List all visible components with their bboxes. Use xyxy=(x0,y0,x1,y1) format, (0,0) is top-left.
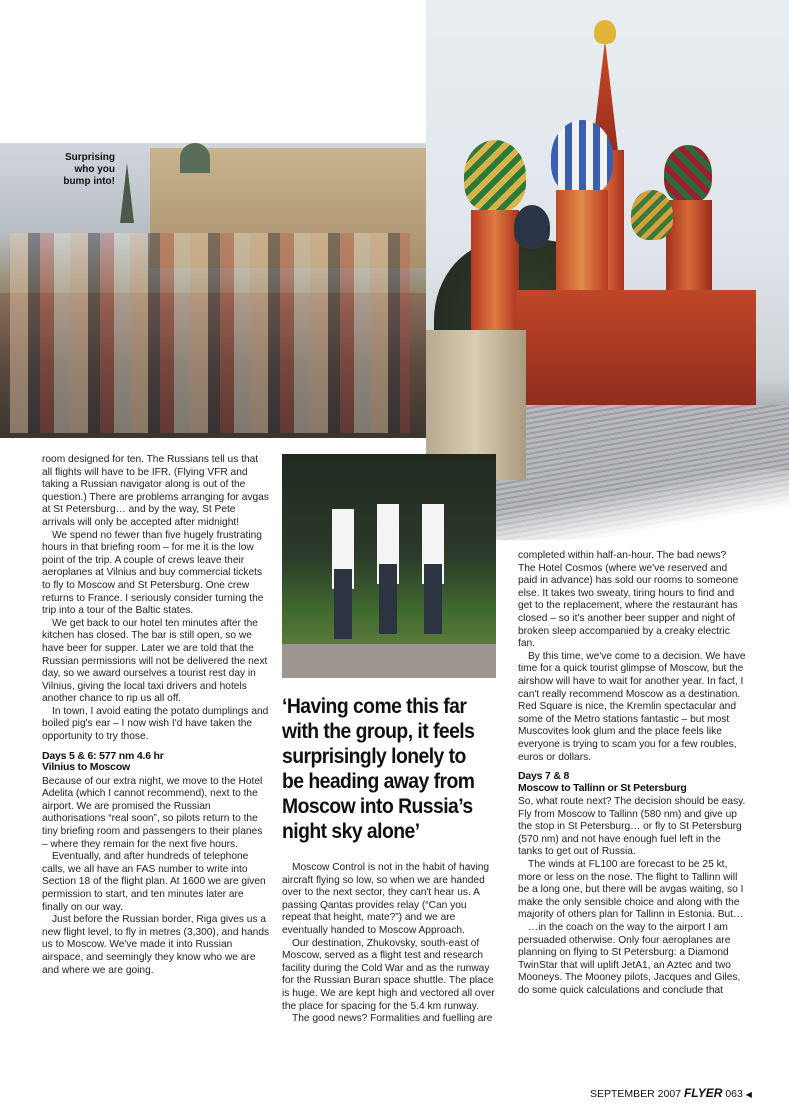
section-heading xyxy=(42,751,270,774)
paragraph: room designed for ten. The Russians tell us that all flights will have to be IFR. (Flying VFR and taking a Russian navigator along is out of the question.) There are problems arranging for avgas at St Petersburg… and by the way, St Pete arrivals will only be accepted after midnight! xyxy=(42,454,269,528)
paragraph: Because of our extra night, we move to the Hotel Adelita (which I cannot recommend), next to the airport. We are promised the Russian authorisations “real soon”, so pilots return to the tiny briefing room and passengers to their planes – where they remain for the next five hours. xyxy=(42,775,263,850)
article-column-2 xyxy=(282,862,496,1026)
section-heading-line: Days 5 & 6: 577 nm 4.6 hr xyxy=(42,749,164,762)
paragraph: By this time, we've come to a decision. We have time for a quick tourist glimpse of Moscow, but the airshow will have to wait for another year. In fact, I can't really recommend Moscow as a destination. Red Square is nice, the Kremlin spectacular and some of the Metro stations fantastic – but most Muscovites look glum and the place feels like everyone is trying to scam you for a few roubles, euros or dollars. xyxy=(518,650,746,763)
photo-caption: Surprising who you bump into! xyxy=(63,152,115,187)
section-heading xyxy=(518,771,746,794)
paragraph: Eventually, and after hundreds of telephone calls, we all have an FAS number to write into Section 18 of the flight plan. At 1600 we are given permission to start, and ten minutes later are finally on our way. xyxy=(42,851,266,913)
paragraph: So, what route next? The decision should be easy. Fly from Moscow to Tallinn (580 nm) and give up the stop in St Petersburg… or fly to St Petersburg (570 nm) and not have enough fuel left in the tanks to get out of Russia. xyxy=(518,796,746,858)
honor-guard-photo xyxy=(282,454,496,678)
article-column-1 xyxy=(42,454,270,977)
article-column-3 xyxy=(518,550,746,998)
paragraph: The good news? Formalities and fuelling are xyxy=(292,1013,493,1025)
footer-magazine: FLYER xyxy=(683,1086,723,1100)
paragraph: Moscow Control is not in the habit of having aircraft flying so low, so when we are handed over to the next sector, they can't hear us. A passing Qantas provides relay (“Can you repeat that height, mate?”) and we are eventually handed to Moscow Approach. xyxy=(282,862,490,936)
paragraph: In town, I avoid eating the potato dumplings and boiled pig's ear – I now wish I'd have taken the opportunity to try those. xyxy=(42,705,269,743)
section-heading-line: Days 7 & 8 xyxy=(518,770,570,783)
paragraph: We spend no fewer than five hugely frustrating hours in that briefing room – for me it is the low point of the trip. A couple of crews leave their aeroplanes at Vilnius and buy commercial tickets to fly to Moscow and St Petersburg. One crew returns to France. I seriously consider turning the trip into a tour of the Baltic states. xyxy=(42,529,264,617)
section-heading-line: Moscow to Tallinn or St Petersburg xyxy=(518,781,687,794)
section-heading-line: Vilnius to Moscow xyxy=(42,761,130,774)
footer-page-number: 063 xyxy=(725,1088,743,1100)
paragraph: Our destination, Zhukovsky, south-east of Moscow, served as a flight test and research facility during the Cold War and as the runway for the Russian Buran space shuttle. The place is huge. We are kept high and vectored all over the place for spacing for the 5.4 km runway. xyxy=(282,937,495,1012)
page-footer xyxy=(590,1086,752,1100)
pull-quote: ‘Having come this far with the group, it feels surprisingly lonely to be heading away from Moscow into Russia’s night sky alone’ xyxy=(282,694,475,843)
paragraph: completed within half-an-hour. The bad news? The Hotel Cosmos (where we've reserved and paid in advance) has sold our rooms to someone else. It takes two sweaty, tiring hours to find and get to the replacement, where the restaurant has closed – so it's another beer supper and night of broken sleep accompanied by a creaky electric fan. xyxy=(518,550,739,650)
paragraph: The winds at FL100 are forecast to be 25 kt, more or less on the nose. The flight to Tallinn will be a long one, but there will be avgas waiting, so I make the only sensible choice and along with the majority of others plan for Tallinn in Estonia. But… xyxy=(518,859,744,921)
paragraph: …in the coach on the way to the airport I am persuaded otherwise. Only four aeroplanes are planning on flying to St Petersburg: a Diamond TwinStar that will uplift JetA1, an Aztec and two Mooneys. The Mooney pilots, Jacques and Giles, do some quick calculations and conclude that xyxy=(518,922,741,996)
footer-date: SEPTEMBER 2007 xyxy=(590,1088,682,1100)
page-arrow-icon: ◀ xyxy=(745,1090,752,1099)
paragraph: Just before the Russian border, Riga gives us a new flight level, to fly in metres (3,300), and hands us to Moscow. We've made it into Russian airspace, and seemingly they know who we are and where we are going. xyxy=(42,914,270,976)
paragraph: We get back to our hotel ten minutes after the kitchen has closed. The bar is still open, so we have beer for supper. Later we are told that the Russian permissions will not be delivered the next day, so we award ourselves a tourist rest day in Vilnius, giving the local taxi drivers and hotels another chance to rip us all off. xyxy=(42,617,268,705)
